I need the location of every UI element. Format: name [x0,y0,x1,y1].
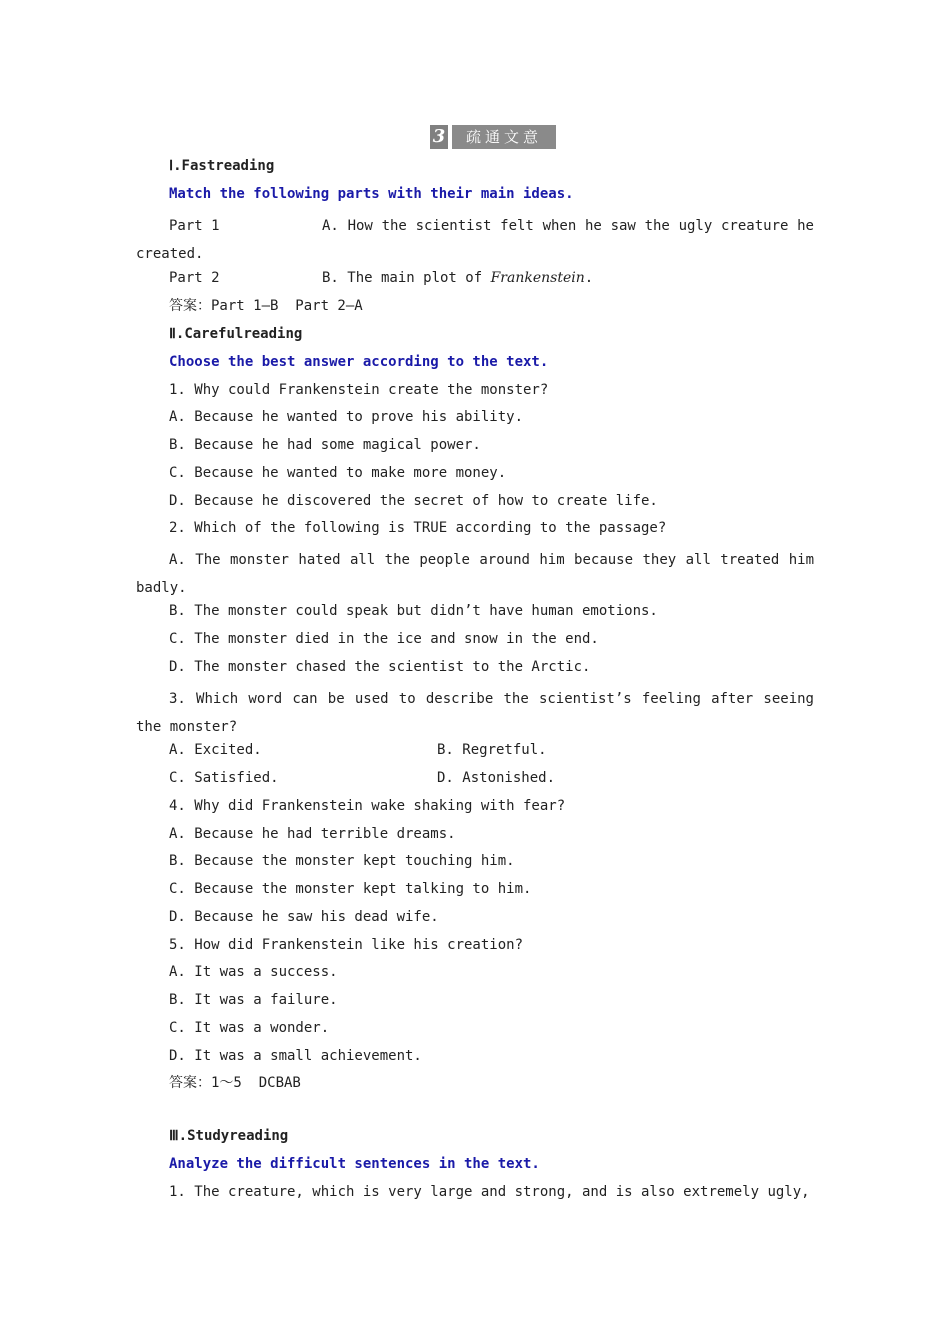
q1-option-a: A. Because he wanted to prove his ability. [169,409,524,425]
section-number: 3 [430,125,448,149]
question-2: 2. Which of the following is TRUE according to the passage? [169,520,667,536]
part1-text: A. How the scientist felt when he saw the ugly creature he created. [136,218,814,262]
q2-option-a: A. The monster hated all the people around him because they all treated him badly. [136,552,814,596]
q4-option-b: B. Because the monster kept touching him. [169,853,515,869]
part2-row [169,268,593,288]
q5-option-b: B. It was a failure. [169,992,338,1008]
sentence-1: 1. The creature, which is very large and strong, and is also extremely ugly, [169,1184,810,1200]
section-title: 疏通文意 [452,125,556,149]
part2-text-end: . [584,270,594,286]
q1-option-b: B. Because he had some magical power. [169,437,481,453]
q1-option-d: D. Because he discovered the secret of how to create life. [169,493,658,509]
part1-row [136,212,814,268]
section-badge [430,125,556,149]
fastreading-answer: 答案：Part 1—B Part 2—A [169,298,363,314]
q3-option-b: B. Regretful. [437,742,547,758]
fastreading-heading: Ⅰ.Fastreading [169,158,275,174]
carefulreading-instruction: Choose the best answer according to the text. [169,354,549,370]
q3-option-a: A. Excited. [169,742,262,758]
question-1: 1. Why could Frankenstein create the monster? [169,382,549,398]
q2-option-d: D. The monster chased the scientist to the Arctic. [169,659,591,675]
fastreading-instruction: Match the following parts with their main ideas. [169,186,574,202]
q3-option-c: C. Satisfied. [169,770,279,786]
carefulreading-answer: 答案：1～5 DCBAB [169,1075,301,1091]
question-3-row [136,685,814,741]
question-4: 4. Why did Frankenstein wake shaking with fear? [169,798,566,814]
part2-book-title: Frankenstein [490,270,585,286]
studyreading-instruction: Analyze the difficult sentences in the text. [169,1156,540,1172]
studyreading-heading: Ⅲ.Studyreading [169,1128,289,1144]
q4-option-d: D. Because he saw his dead wife. [169,909,439,925]
q5-option-a: A. It was a success. [169,964,338,980]
q2-option-b: B. The monster could speak but didn’t have human emotions. [169,603,658,619]
q2-option-a-row [136,546,814,602]
q3-option-d: D. Astonished. [437,770,556,786]
q4-option-a: A. Because he had terrible dreams. [169,826,456,842]
q5-option-c: C. It was a wonder. [169,1020,330,1036]
part1-label: Part 1 [169,218,220,234]
q4-option-c: C. Because the monster kept talking to him. [169,881,532,897]
question-3: 3. Which word can be used to describe the scientist’s feeling after seeing the monster? [136,691,814,735]
carefulreading-heading: Ⅱ.Carefulreading [169,326,303,342]
q1-option-c: C. Because he wanted to make more money. [169,465,507,481]
part2-label: Part 2 [169,270,220,286]
question-5: 5. How did Frankenstein like his creation? [169,937,524,953]
part2-text: B. The main plot of [322,270,491,286]
q2-option-c: C. The monster died in the ice and snow in the end. [169,631,599,647]
q5-option-d: D. It was a small achievement. [169,1048,422,1064]
